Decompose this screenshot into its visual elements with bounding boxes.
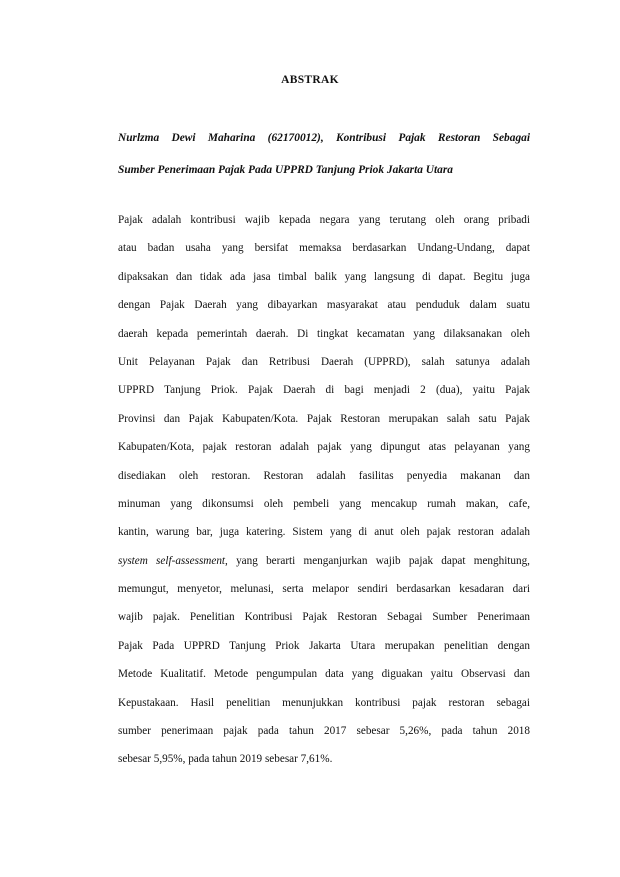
author-and-thesis-title bbox=[118, 122, 530, 186]
abstract-line: dipaksakan dan tidak ada jasa timbal balik yang langsung di dapat. Begitu juga bbox=[118, 270, 530, 283]
abstract-line: Kabupaten/Kota, pajak restoran adalah pajak yang dipungut atas pelayanan yang bbox=[118, 441, 530, 454]
abstract-body bbox=[118, 206, 530, 774]
abstract-line: UPPRD Tanjung Priok. Pajak Daerah di bagi menjadi 2 (dua), yaitu Pajak bbox=[118, 384, 530, 397]
abstract-line: kantin, warung bar, juga katering. Sistem yang di anut oleh pajak restoran adalah bbox=[118, 526, 530, 539]
term-continuation: , yang berarti menganjurkan wajib pajak dapat menghitung, bbox=[225, 554, 530, 567]
heading-line-1: Nurlzma Dewi Maharina (62170012), Kontribusi Pajak Restoran Sebagai bbox=[118, 132, 530, 144]
abstract-line: daerah kepada pemerintah daerah. Di tingkat kecamatan yang dilaksanakan oleh bbox=[118, 327, 530, 340]
abstract-last-line: sebesar 5,95%, pada tahun 2019 sebesar 7,61%. bbox=[118, 753, 333, 766]
page-title: ABSTRAK bbox=[281, 74, 339, 86]
abstract-line: Provinsi dan Pajak Kabupaten/Kota. Pajak Restoran merupakan salah satu Pajak bbox=[118, 412, 530, 425]
abstract-line: Unit Pelayanan Pajak dan Retribusi Daerah (UPPRD), salah satunya adalah bbox=[118, 355, 530, 368]
abstract-line: Kepustakaan. Hasil penelitian menunjukkan kontribusi pajak restoran sebagai bbox=[118, 696, 530, 709]
abstract-line: disediakan oleh restoran. Restoran adalah fasilitas penyedia makanan dan bbox=[118, 469, 530, 482]
italic-term: system self-assessment bbox=[118, 554, 226, 567]
abstract-line: atau badan usaha yang bersifat memaksa berdasarkan Undang-Undang, dapat bbox=[118, 242, 530, 255]
abstract-line-with-term bbox=[118, 547, 530, 575]
abstract-line: sumber penerimaan pajak pada tahun 2017 sebesar 5,26%, pada tahun 2018 bbox=[118, 725, 530, 738]
abstract-line: minuman yang dikonsumsi oleh pembeli yang mencakup rumah makan, cafe, bbox=[118, 497, 530, 510]
abstract-line: memungut, menyetor, melunasi, serta melapor sendiri berdasarkan kesadaran dari bbox=[118, 583, 530, 596]
abstract-line: Pajak adalah kontribusi wajib kepada negara yang terutang oleh orang pribadi bbox=[118, 214, 530, 226]
abstract-line: Metode Kualitatif. Metode pengumpulan data yang diguakan yaitu Observasi dan bbox=[118, 668, 530, 681]
heading-line-2: Sumber Penerimaan Pajak Pada UPPRD Tanjung Priok Jakarta Utara bbox=[118, 164, 454, 176]
abstract-line: wajib pajak. Penelitian Kontribusi Pajak Restoran Sebagai Sumber Penerimaan bbox=[118, 611, 530, 624]
abstract-line: dengan Pajak Daerah yang dibayarkan masyarakat atau penduduk dalam suatu bbox=[118, 299, 530, 312]
abstract-line: Pajak Pada UPPRD Tanjung Priok Jakarta Utara merupakan penelitian dengan bbox=[118, 639, 530, 652]
